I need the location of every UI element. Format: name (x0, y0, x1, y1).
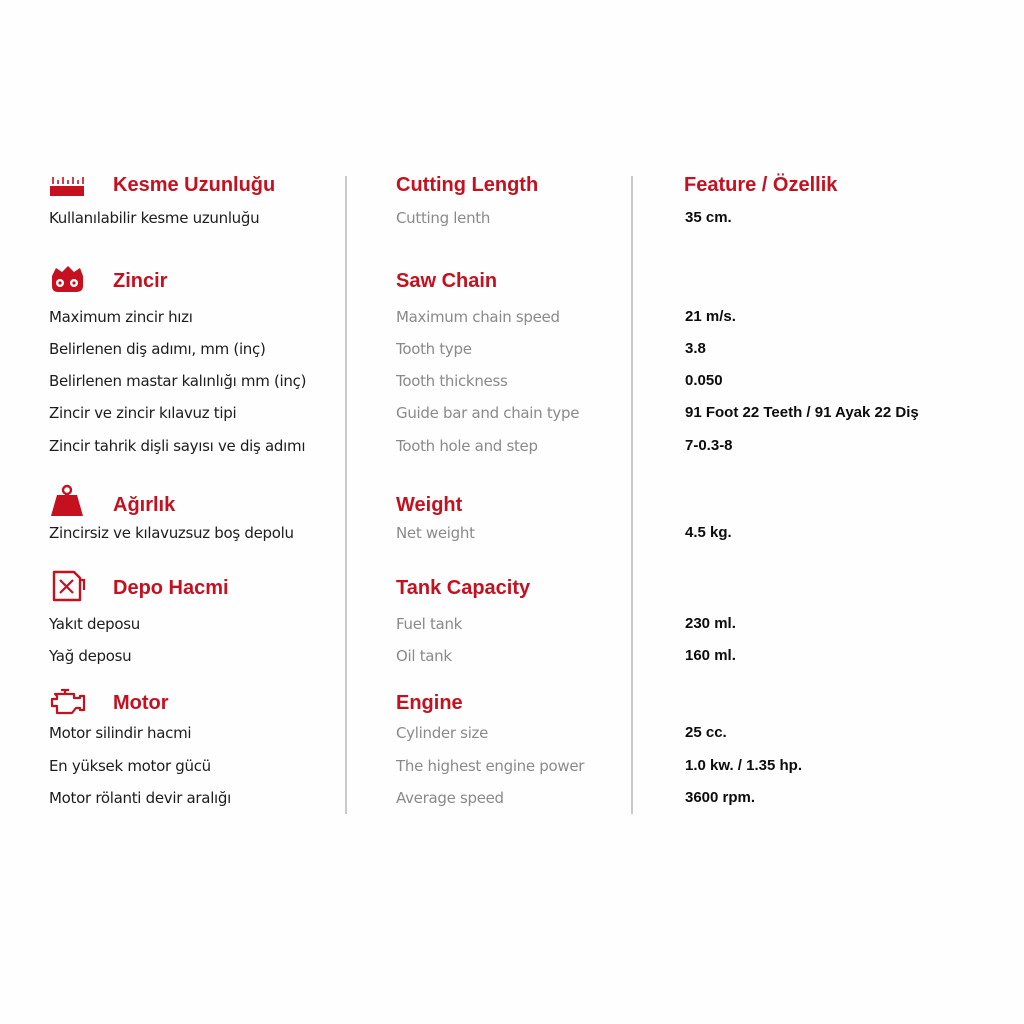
section-title-tr: Ağırlık (113, 494, 176, 516)
fuel-can-icon (48, 568, 86, 602)
section-title-tr: Zincir (113, 270, 168, 292)
section-title-en: Engine (396, 692, 463, 714)
section-title-en: Saw Chain (396, 270, 498, 292)
spec-label-en: Tooth thickness (396, 372, 508, 390)
spec-value: 230 ml. (685, 615, 736, 632)
column-divider-right (631, 176, 633, 814)
spec-value: 3.8 (685, 340, 706, 357)
spec-label-en: Cylinder size (396, 724, 489, 742)
spec-label-tr: Zincirsiz ve kılavuzsuz boş depolu (49, 524, 294, 542)
spec-label-tr: En yüksek motor gücü (49, 757, 211, 775)
spec-label-tr: Belirlenen mastar kalınlığı mm (inç) (49, 372, 307, 390)
section-title-tr: Motor (113, 692, 169, 714)
spec-label-en: Tooth hole and step (396, 437, 538, 455)
spec-value: 1.0 kw. / 1.35 hp. (685, 757, 802, 774)
spec-label-tr: Kullanılabilir kesme uzunluğu (49, 209, 260, 227)
spec-label-tr: Zincir tahrik dişli sayısı ve diş adımı (49, 437, 306, 455)
spec-label-en: Tooth type (396, 340, 472, 358)
spec-label-en: Fuel tank (396, 615, 463, 633)
spec-label-tr: Yakıt deposu (49, 615, 140, 633)
spec-label-tr: Yağ deposu (49, 647, 132, 665)
spec-label-en: Net weight (396, 524, 475, 542)
feature-column-header: Feature / Özellik (684, 174, 838, 196)
ruler-icon (48, 172, 86, 206)
section-title-tr: Depo Hacmi (113, 577, 229, 599)
spec-label-en: Maximum chain speed (396, 308, 560, 326)
spec-label-tr: Motor rölanti devir aralığı (49, 789, 232, 807)
spec-value: 35 cm. (685, 209, 732, 226)
section-title-en: Tank Capacity (396, 577, 531, 599)
spec-label-tr: Belirlenen diş adımı, mm (inç) (49, 340, 266, 358)
engine-icon (48, 684, 86, 718)
spec-label-en: Average speed (396, 789, 504, 807)
spec-label-tr: Maximum zincir hızı (49, 308, 193, 326)
spec-label-en: Guide bar and chain type (396, 404, 580, 422)
spec-value: 4.5 kg. (685, 524, 732, 541)
saw-chain-icon (48, 262, 86, 296)
spec-label-en: Oil tank (396, 647, 452, 665)
spec-value: 7-0.3-8 (685, 437, 733, 454)
spec-label-tr: Motor silindir hacmi (49, 724, 192, 742)
spec-label-en: Cutting lenth (396, 209, 491, 227)
spec-value: 91 Foot 22 Teeth / 91 Ayak 22 Diş (685, 404, 919, 421)
spec-value: 25 cc. (685, 724, 727, 741)
spec-value: 160 ml. (685, 647, 736, 664)
section-title-en: Cutting Length (396, 174, 539, 196)
spec-label-en: The highest engine power (396, 757, 585, 775)
section-title-tr: Kesme Uzunluğu (113, 174, 276, 196)
spec-value: 3600 rpm. (685, 789, 756, 806)
section-title-en: Weight (396, 494, 463, 516)
spec-value: 21 m/s. (685, 308, 736, 325)
weight-icon (48, 484, 86, 518)
spec-label-tr: Zincir ve zincir kılavuz tipi (49, 404, 237, 422)
column-divider-left (345, 176, 347, 814)
spec-value: 0.050 (685, 372, 723, 389)
